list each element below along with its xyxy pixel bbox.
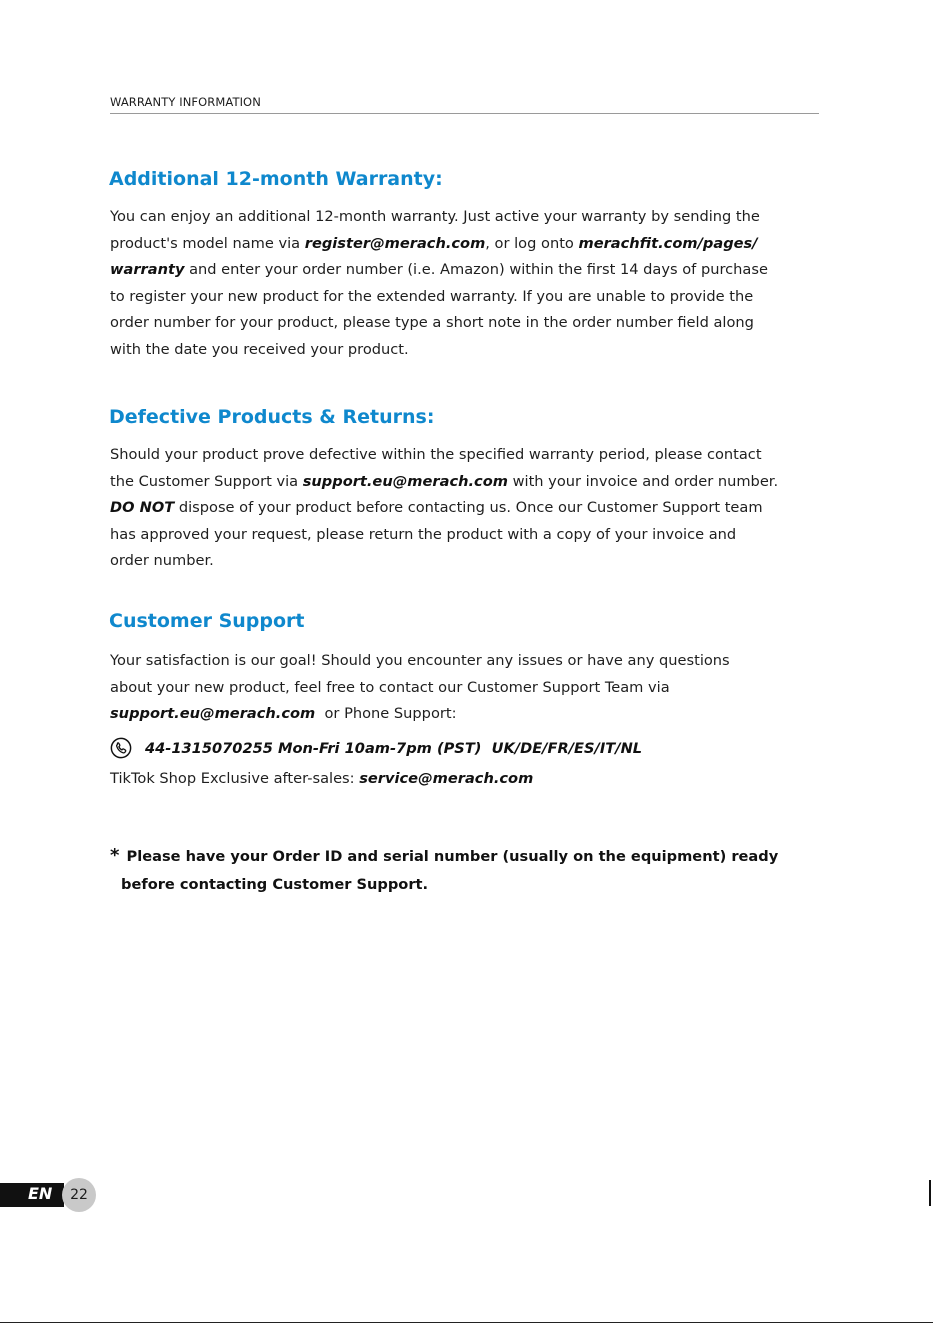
phone-icon — [110, 737, 132, 759]
warranty-line-2 — [110, 231, 768, 258]
preparation-note — [110, 842, 778, 899]
note-line-2: before contacting Customer Support. — [121, 876, 429, 893]
support-line-3 — [110, 701, 730, 728]
warranty-line-3 — [110, 257, 768, 284]
text-run: the Customer Support via — [110, 472, 303, 490]
bottom-edge-rule — [0, 1322, 933, 1323]
text-run: , or log onto — [485, 234, 579, 252]
warranty-line-4: to register your new product for the extended warranty. If you are unable to provide the — [110, 287, 754, 305]
tiktok-label: TikTok Shop Exclusive after-sales: — [110, 770, 360, 787]
do-not-emphasis: DO NOT — [110, 499, 175, 516]
note-line-1 — [110, 842, 778, 871]
warranty-url-link[interactable]: merachfit.com/pages/ — [578, 234, 758, 252]
support-email-link-2[interactable]: support.eu@merach.com — [110, 705, 316, 722]
running-header: WARRANTY INFORMATION — [110, 95, 261, 109]
defective-line-4: has approved your request, please return the product with a copy of your invoice and — [110, 525, 737, 543]
tiktok-email-link[interactable]: service@merach.com — [359, 770, 534, 787]
warranty-paragraph — [110, 204, 768, 363]
phone-number[interactable]: 44-1315070255 Mon-Fri 10am-7pm (PST) UK/DE/FR/ES/IT/NL — [145, 739, 643, 757]
defective-paragraph — [110, 442, 778, 575]
defective-line-2 — [110, 469, 778, 496]
text-run: dispose of your product before contacting us. Once our Customer Support team — [174, 499, 763, 516]
phone-support-row — [110, 736, 642, 760]
support-line-1: Your satisfaction is our goal! Should you encounter any issues or have any questions — [110, 652, 730, 669]
defective-line-3 — [110, 495, 778, 522]
text-run: and enter your order number (i.e. Amazon) within the first 14 days of purchase — [184, 261, 768, 278]
register-email-link[interactable]: register@merach.com — [304, 234, 486, 252]
warranty-heading: Additional 12-month Warranty: — [109, 168, 443, 190]
defective-line-1: Should your product prove defective within the specified warranty period, please contact — [110, 446, 762, 463]
support-line-2: about your new product, feel free to contact our Customer Support Team via — [110, 678, 670, 696]
defective-heading: Defective Products & Returns: — [109, 406, 435, 428]
tiktok-support-line — [110, 770, 533, 787]
warranty-url-link-cont[interactable]: warranty — [110, 261, 185, 278]
header-divider — [110, 113, 819, 114]
support-email-link[interactable]: support.eu@merach.com — [302, 472, 508, 490]
note-text-1: Please have your Order ID and serial number (usually on the equipment) ready — [126, 848, 779, 865]
warranty-line-5: order number for your product, please type a short note in the order number field along — [110, 314, 754, 331]
support-heading: Customer Support — [109, 610, 305, 632]
asterisk: * — [110, 845, 120, 866]
support-paragraph — [110, 648, 730, 728]
right-edge-mark — [929, 1180, 931, 1206]
page-number: 22 — [70, 1187, 88, 1203]
language-label: EN — [28, 1184, 53, 1203]
warranty-line-1: You can enjoy an additional 12-month warranty. Just active your warranty by sending the — [110, 208, 760, 225]
warranty-line-6: with the date you received your product. — [110, 340, 409, 358]
defective-line-5: order number. — [110, 552, 214, 569]
text-run: or Phone Support: — [315, 705, 457, 722]
text-run: product's model name via — [110, 234, 305, 252]
text-run: with your invoice and order number. — [507, 472, 779, 490]
